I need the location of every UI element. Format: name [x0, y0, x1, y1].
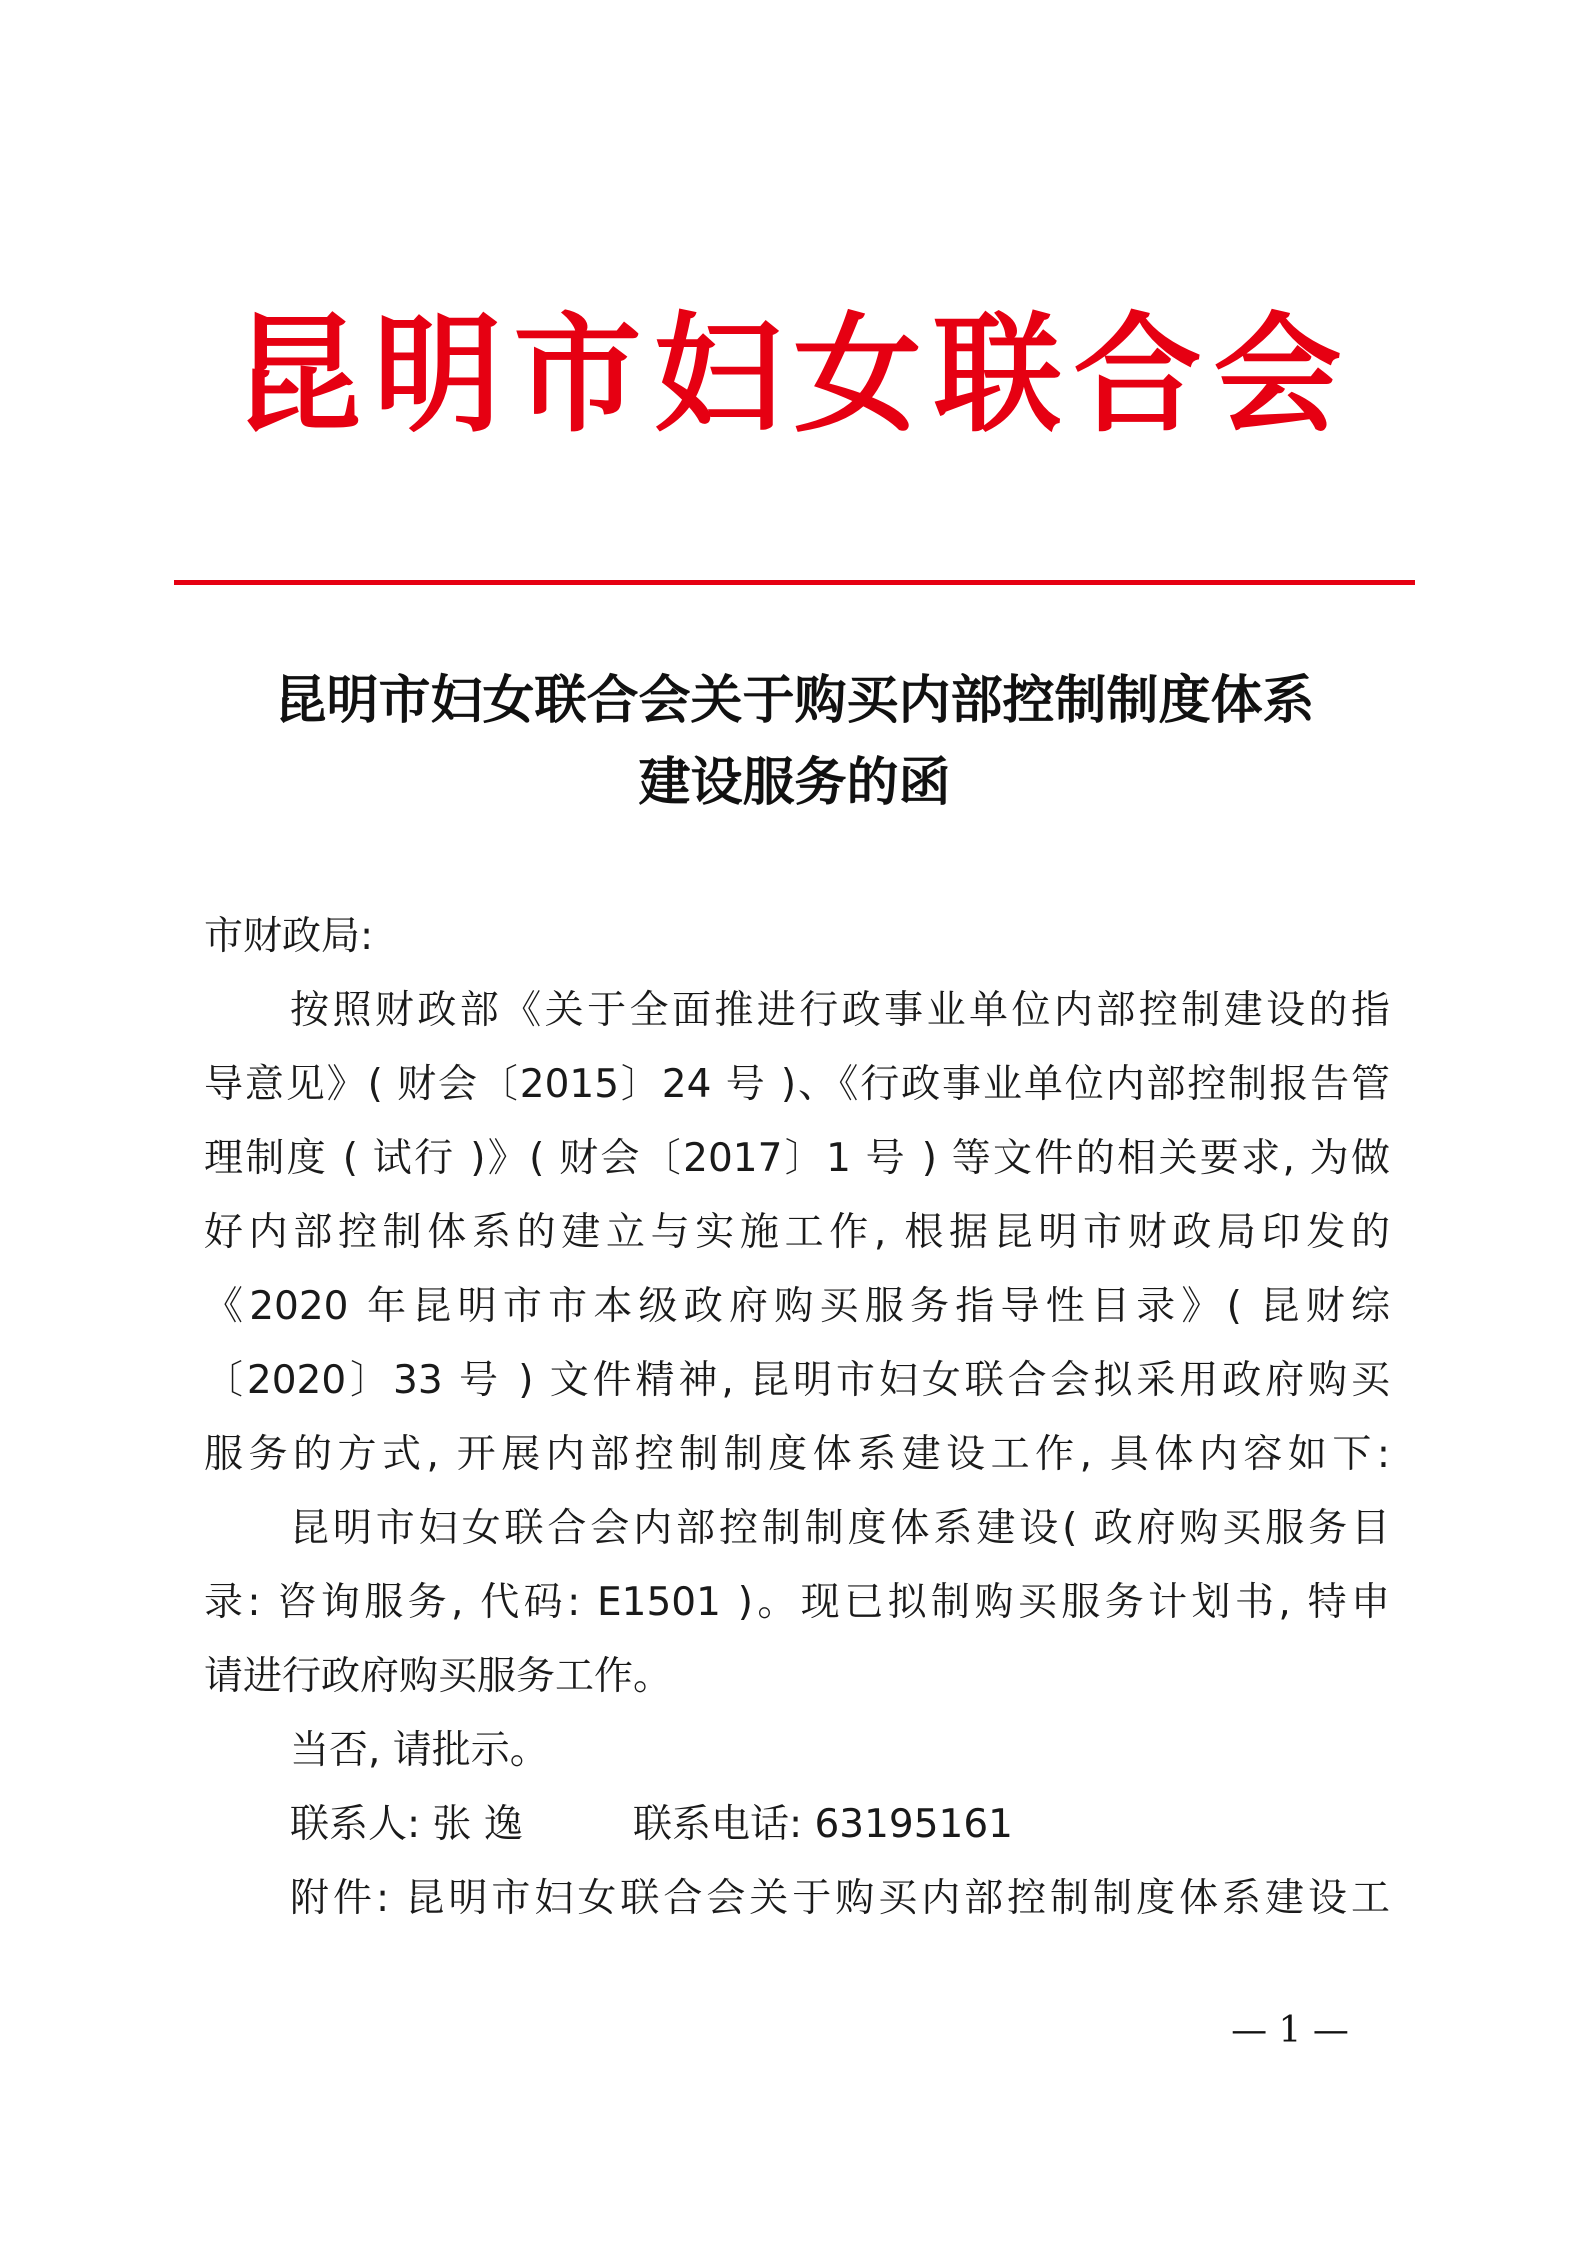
contact-phone: 联系电话: 63195161 [632, 1802, 1013, 1847]
paragraph-1-line: 导意见》( 财会〔2015〕24 号 )、《行政事业单位内部控制报告管 [204, 1062, 1390, 1107]
paragraph-2-line: 请进行政府购买服务工作。 [204, 1654, 673, 1699]
salutation: 市财政局: [204, 914, 374, 959]
paragraph-1-line: 服务的方式, 开展内部控制制度体系建设工作, 具体内容如下: [204, 1432, 1390, 1477]
paragraph-2 [204, 1492, 1390, 1714]
paragraph-1-line: 〔2020〕33 号 ) 文件精神, 昆明市妇女联合会拟采用政府购买 [204, 1358, 1390, 1403]
paragraph-1-line: 《2020 年昆明市市本级政府购买服务指导性目录》( 昆财综 [204, 1284, 1390, 1329]
document-body [204, 900, 1390, 1936]
paragraph-1-line: 好内部控制体系的建立与实施工作, 根据昆明市财政局印发的 [204, 1210, 1390, 1255]
paragraph-1-line: 按照财政部《关于全面推进行政事业单位内部控制建设的指 [290, 988, 1390, 1033]
paragraph-2-line: 昆明市妇女联合会内部控制制度体系建设( 政府购买服务目 [290, 1506, 1390, 1551]
title-line-1: 昆明市妇女联合会关于购买内部控制制度体系 [274, 670, 1315, 731]
request-approval: 当否, 请批示。 [290, 1728, 549, 1773]
masthead-organization: 昆明市妇女联合会 [233, 300, 1354, 450]
paragraph-2-line: 录: 咨询服务, 代码: E1501 )。现已拟制购买服务计划书, 特申 [204, 1580, 1390, 1625]
attachment-line: 附件: 昆明市妇女联合会关于购买内部控制制度体系建设工 [290, 1876, 1390, 1921]
contact-person: 联系人: 张 逸 [290, 1802, 523, 1847]
document-title [174, 660, 1415, 824]
title-line-2: 建设服务的函 [638, 752, 951, 813]
paragraph-1 [204, 974, 1390, 1492]
page-number: — 1 — [1231, 2010, 1349, 2051]
paragraph-1-line: 理制度 ( 试行 )》( 财会〔2017〕1 号 ) 等文件的相关要求, 为做 [204, 1136, 1390, 1181]
masthead-red-rule [174, 580, 1415, 585]
contact-line [204, 1788, 1390, 1862]
